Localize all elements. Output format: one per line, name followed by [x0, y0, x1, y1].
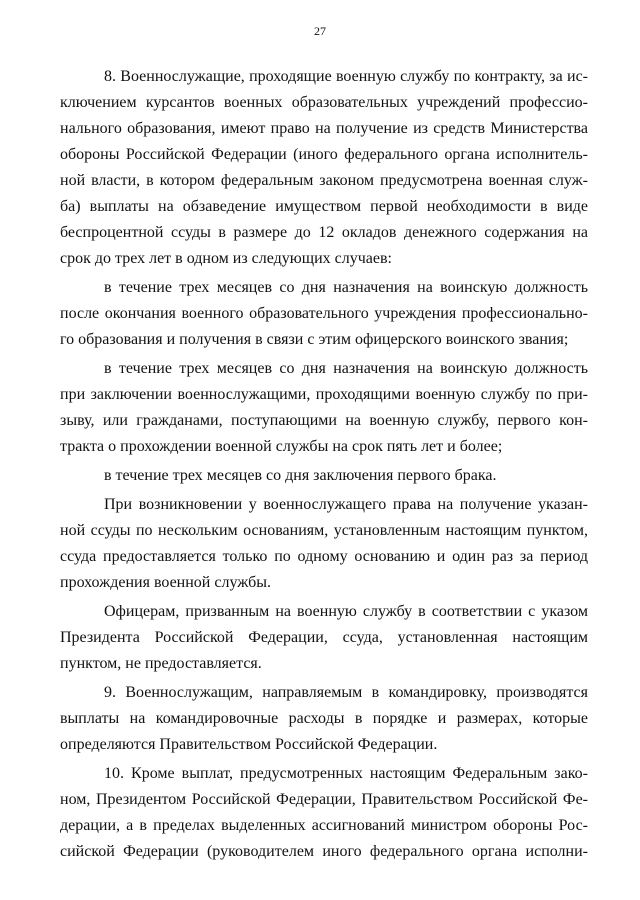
text-line: ной власти, в котором федеральным законом предусмотрена военная служ- [60, 172, 588, 189]
paragraph-10 [60, 761, 588, 865]
text-line: в течение трех месяцев со дня назначения на воинскую должность [104, 360, 588, 377]
paragraph-case-1 [60, 275, 588, 353]
text-line: срок до трех лет в одном из следующих случаев: [60, 250, 392, 267]
text-line: ключением курсантов военных образовательных учреждений профессио- [60, 94, 588, 111]
text-line: сийской Федерации (руководителем иного федерального органа исполни- [60, 843, 588, 860]
page-number: 27 [314, 24, 326, 38]
text-line: в течение трех месяцев со дня назначения на воинскую должность [104, 279, 588, 296]
text-line: прохождения военной службы. [60, 574, 271, 591]
text-line: ба) выплаты на обзаведение имуществом первой необходимости в виде [60, 198, 588, 215]
text-line: в течение трех месяцев со дня заключения первого брака. [104, 467, 497, 484]
text-line: зыву, или гражданами, поступающими на военную службу, первого кон- [60, 412, 588, 429]
text-line: 8. Военнослужащие, проходящие военную службу по контракту, за ис- [104, 68, 588, 85]
text-line: 9. Военнослужащим, направляемым в командировку, производятся [104, 684, 588, 701]
paragraph-case-2 [60, 356, 588, 460]
text-line: Офицерам, призванным на военную службу в соответствии с указом [104, 603, 588, 620]
text-line: пунктом, не предоставляется. [60, 655, 262, 672]
text-line: нального образования, имеют право на получение из средств Министерства [60, 120, 588, 137]
text-line: беспроцентной ссуды в размере до 12 окладов денежного содержания на [60, 224, 588, 241]
paragraph-multiple-grounds [60, 492, 588, 596]
text-line: после окончания военного образовательного учреждения профессионально- [60, 305, 588, 322]
text-line: При возникновении у военнослужащего права на получение указан- [104, 496, 588, 513]
text-line: Президента Российской Федерации, ссуда, установленная настоящим [60, 629, 588, 646]
paragraph-9 [60, 680, 588, 758]
text-line: го образования и получения в связи с этим офицерского воинского звания; [60, 331, 569, 348]
text-line: ной ссуды по нескольким основаниям, установленным настоящим пунктом, [60, 522, 588, 539]
text-line: выплаты на командировочные расходы в порядке и размерах, которые [60, 710, 588, 727]
paragraph-8 [60, 64, 588, 272]
paragraph-officers [60, 599, 588, 677]
text-line: дерации, а в пределах выделенных ассигнований министром обороны Рос- [60, 817, 588, 834]
text-line: 10. Кроме выплат, предусмотренных настоящим Федеральным зако- [104, 765, 588, 782]
text-line: тракта о прохождении военной службы на срок пять лет и более; [60, 438, 503, 455]
text-line: ном, Президентом Российской Федерации, Правительством Российской Фе- [60, 791, 588, 808]
document-body [60, 64, 588, 865]
text-line: определяются Правительством Российской Федерации. [60, 736, 438, 753]
text-line: ссуда предоставляется только по одному основанию и один раз за период [60, 548, 588, 565]
paragraph-case-3 [60, 463, 588, 489]
text-line: обороны Российской Федерации (иного федерального органа исполнитель- [60, 146, 588, 163]
text-line: при заключении военнослужащими, проходящими военную службу по при- [60, 386, 588, 403]
